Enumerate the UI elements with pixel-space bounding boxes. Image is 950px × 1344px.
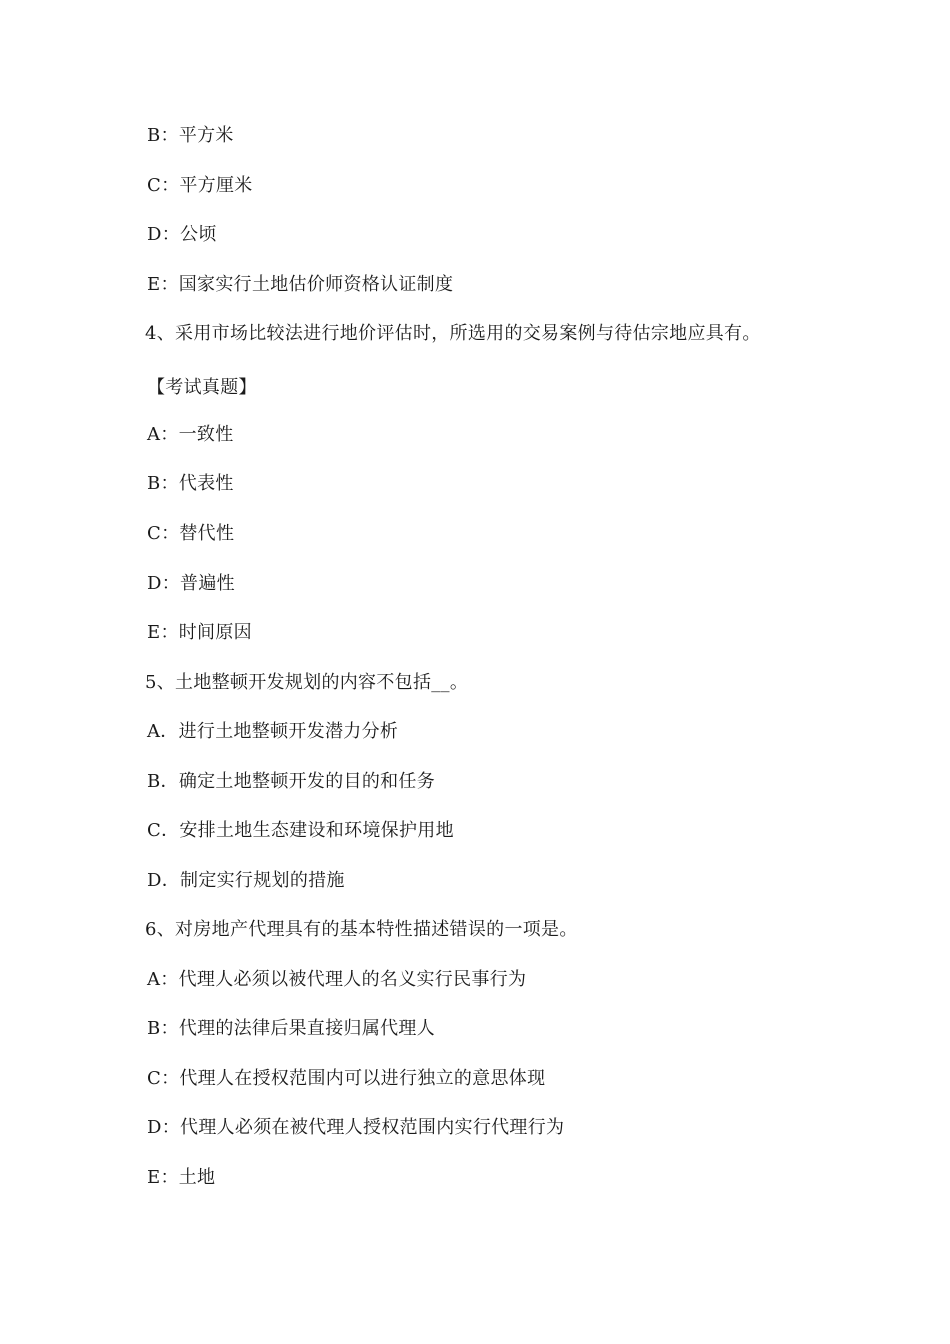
option-e-line: E：国家实行土地估价师资格认证制度 [147,274,454,295]
option-d-line: D．制定实行规划的措施 [147,870,345,891]
question-6: 6、对房地产代理具有的基本特性描述错误的一项是。 [145,919,578,940]
option-a-line: A：代理人必须以被代理人的名义实行民事行为 [147,969,527,990]
option-c-line: C：代理人在授权范围内可以进行独立的意思体现 [147,1068,546,1089]
option-c-line: C：替代性 [147,523,235,544]
option-e-line: E：土地 [147,1167,216,1188]
option-b-line: B：平方米 [147,125,234,146]
option-a-line: A．进行土地整顿开发潜力分析 [147,721,399,742]
option-b-line: B：代表性 [147,473,234,494]
question-5: 5、土地整顿开发规划的内容不包括__。 [145,672,469,693]
option-d-line: D：普遍性 [147,573,235,594]
option-e-line: E：时间原因 [147,622,252,643]
option-b-line: B：代理的法律后果直接归属代理人 [147,1018,436,1039]
option-d-line: D：公顷 [147,224,217,245]
option-c-line: C：平方厘米 [147,175,253,196]
option-b-line: B．确定土地整顿开发的目的和任务 [147,771,436,792]
option-c-line: C．安排土地生态建设和环境保护用地 [147,820,454,841]
option-a-line: A：一致性 [147,424,234,445]
exam-heading: 【考试真题】 [147,377,257,398]
question-4: 4、采用市场比较法进行地价评估时，所选用的交易案例与待估宗地应具有。 [145,323,761,344]
option-d-line: D：代理人必须在被代理人授权范围内实行代理行为 [147,1117,565,1138]
